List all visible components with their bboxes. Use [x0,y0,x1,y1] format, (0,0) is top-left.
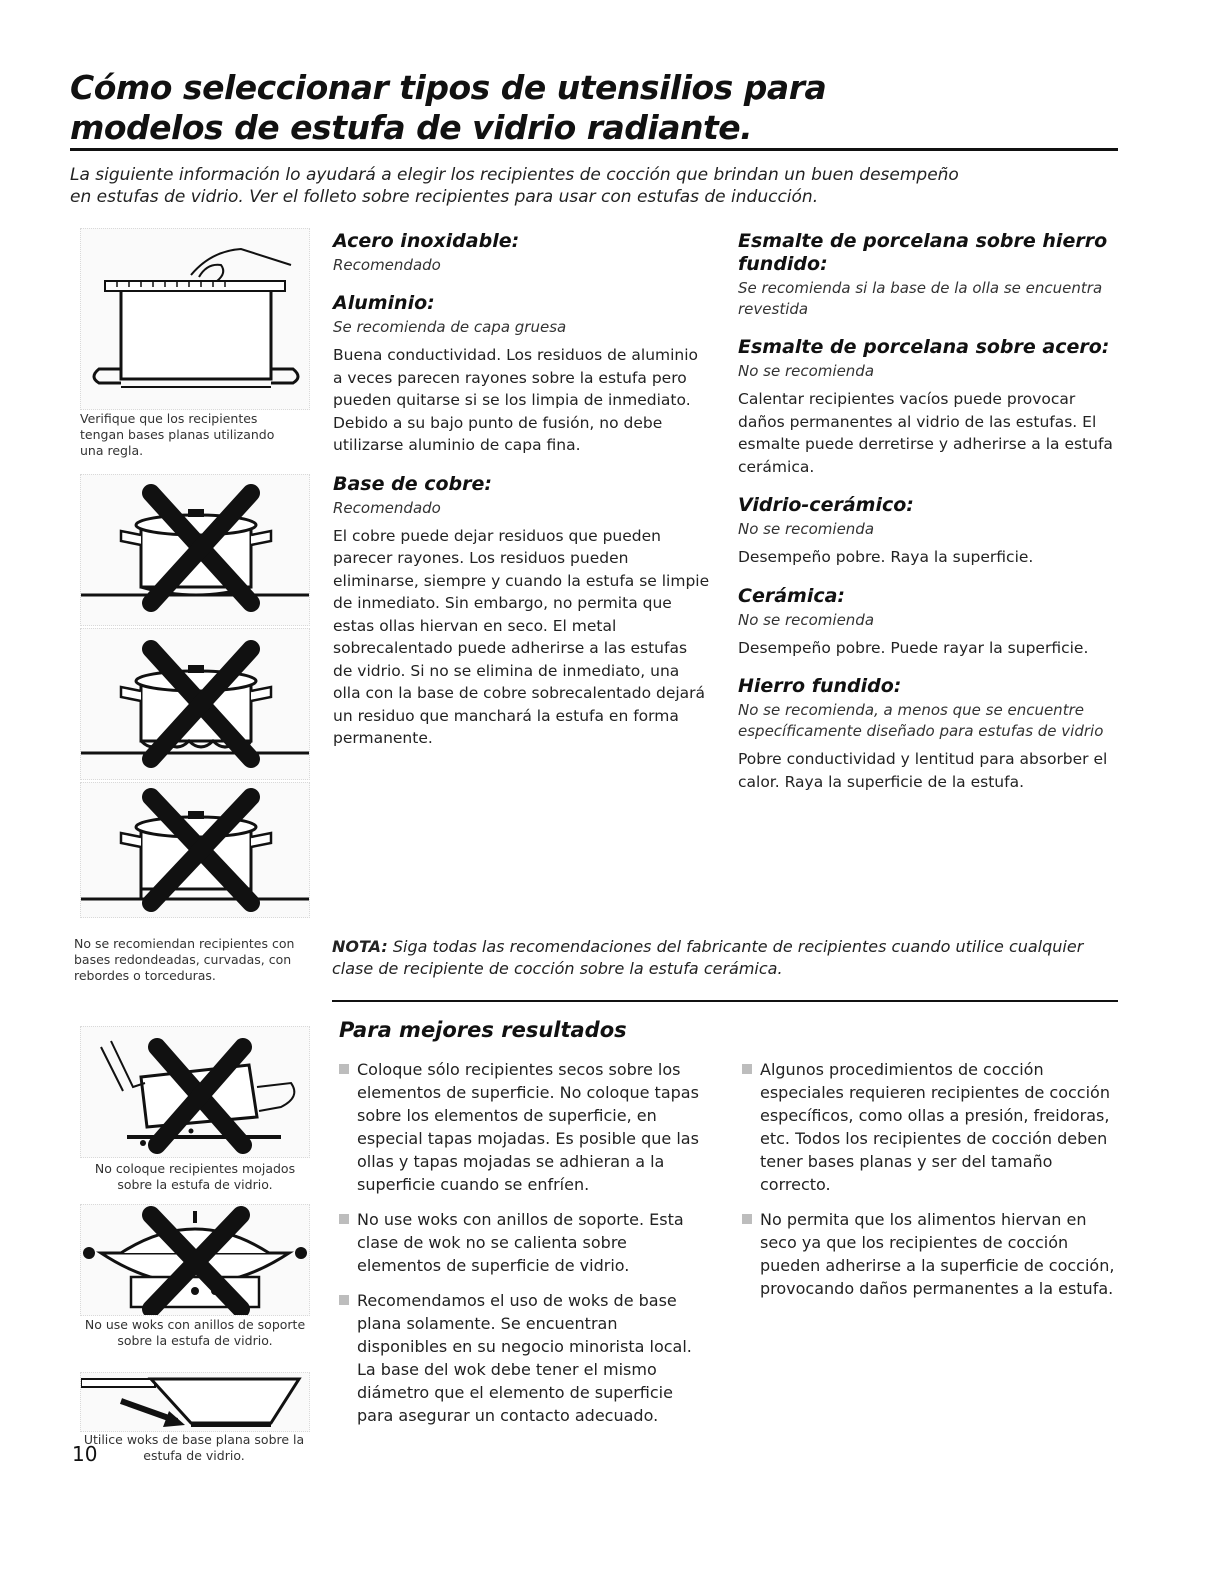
title-rule [70,148,1118,151]
enamel-iron-sub: Se recomienda si la base de la olla se encuentra revestida [738,279,1103,318]
right-column [738,230,1120,809]
glass-ceramic-sub: No se recomienda [738,520,875,538]
stainless-steel-sub: Recomendado [333,256,441,274]
page-number: 10 [72,1442,98,1466]
best-results-left-list [339,1058,711,1427]
ceramic-section [738,585,1120,660]
list-item: No permita que los alimentos hiervan en seco ya que los recipientes de cocción pueden adherirse a la superficie de cocción, provocando daños permanentes a la estufa. [742,1208,1120,1300]
glass-ceramic-section [738,494,1120,569]
best-results-right-list [742,1058,1120,1300]
note [332,936,1122,980]
note-label: NOTA: [332,937,388,956]
ruler-caption: Verifique que los recipientes tengan bases planas utilizando una regla. [80,411,275,458]
warped-pan-figure [80,628,310,780]
enamel-steel-sub: No se recomienda [738,362,875,380]
intro-line-1: La siguiente información lo ayudará a elegir los recipientes de cocción que brindan un buen desempeño [70,165,959,185]
wet-pan-caption: No coloque recipientes mojados sobre la estufa de vidrio. [94,1161,296,1192]
cast-iron-title: Hierro fundido: [738,675,902,697]
flat-wok-caption: Utilice woks de base plana sobre la estufa de vidrio. [83,1432,305,1463]
aluminum-section [333,292,711,457]
aluminum-title: Aluminio: [333,292,435,314]
cast-iron-body: Pobre conductividad y lentitud para absorber el calor. Raya la superficie de la estufa. [738,750,1108,791]
enamel-steel-section [738,336,1120,478]
section-rule [332,1000,1118,1002]
enamel-iron-title: Esmalte de porcelana sobre hierro fundido: [738,230,1108,275]
note-text: Siga todas las recomendaciones del fabricante de recipientes cuando utilice cualquier clase de recipiente de cocción sobre la estufa cerámica. [332,937,1084,978]
ceramic-title: Cerámica: [738,584,846,607]
stainless-steel-title: Acero inoxidable: [333,230,520,252]
copper-title: Base de cobre: [333,472,492,495]
stainless-steel-section [333,230,711,276]
list-item: Coloque sólo recipientes secos sobre los elementos de superficie. No coloque tapas sobre los elementos de superficie, en especial tapas mojadas. Es posible que las ollas y tapas mojadas se adhieran a la superficie cuando se enfríen. [339,1058,711,1196]
ceramic-sub: No se recomienda [738,610,875,629]
page-title-line-2: modelos de estufa de vidrio radiante. [70,108,753,147]
bullet-icon [742,1064,752,1074]
glass-ceramic-body: Desempeño pobre. Raya la superficie. [738,548,1034,566]
page-title [70,68,1130,148]
best-results-title: Para mejores resultados [339,1018,627,1042]
flat-wok-illustration [81,1373,309,1431]
cast-iron-section [738,675,1120,793]
bullet-icon [339,1214,349,1224]
middle-column [333,230,711,766]
list-item: No use woks con anillos de soporte. Esta clase de wok no se calienta sobre elementos de superficie de vidrio. [339,1208,711,1277]
ridged-pan-figure [80,782,310,918]
flat-wok-figure [80,1372,310,1432]
bullet-icon [742,1214,752,1224]
list-item: Recomendamos el uso de woks de base plana solamente. Se encuentran disponibles en su negocio minorista local. La base del wok debe tener el mismo diámetro que el elemento de superficie para asegurar un contacto adecuado. [339,1289,711,1427]
ruler-pan-illustration [81,229,309,409]
rounded-pan-figure [80,474,310,626]
warped-pan-illustration [81,629,309,779]
page-title-line-1: Cómo seleccionar tipos de utensilios para [70,68,827,107]
copper-body: El cobre puede dejar residuos que pueden parecer rayones. Los residuos pueden eliminarse, siempre y cuando la estufa se limpie de inmediato. Sin embargo, no permita que estas ollas hiervan en seco. El metal sobrecalentado puede adherirse a las estufas de vidrio. Si no se elimina de inmediato, una olla con la base de cobre sobrecalentado dejará un residuo que manchará la estufa en forma permanente. [333,526,710,747]
enamel-steel-body: Calentar recipientes vacíos puede provocar daños permanentes al vidrio de las estufas. El esmalte puede derretirse y adherirse a la estufa cerámica. [738,390,1113,476]
best-results-right [742,1058,1120,1312]
copper-sub: Recomendado [333,498,441,517]
ceramic-body: Desempeño pobre. Puede rayar la superficie. [738,638,1089,657]
wok-ring-figure [80,1204,310,1348]
wet-pan-figure [80,1026,310,1192]
rounded-pan-illustration [81,475,309,625]
bullet-icon [339,1295,349,1305]
best-results-left [339,1058,711,1439]
ridged-pan-illustration [81,783,309,917]
enamel-steel-title: Esmalte de porcelana sobre acero: [738,336,1110,358]
ruler-figure [80,228,310,410]
intro-line-2: en estufas de vidrio. Ver el folleto sobre recipientes para usar con estufas de inducción. [70,187,819,207]
intro-text [70,164,1120,208]
copper-section [333,473,711,750]
aluminum-body: Buena conductividad. Los residuos de aluminio a veces parecen rayones sobre la estufa pero pueden quitarse si se los limpia de inmediato. Debido a su bajo punto de fusión, no debe utilizarse aluminio de capa fina. [333,346,699,454]
bad-pans-caption: No se recomiendan recipientes con bases redondeadas, curvadas, con rebordes o torceduras. [74,936,295,983]
list-item: Algunos procedimientos de cocción especiales requieren recipientes de cocción específicos, como ollas a presión, freidoras, etc. Todos los recipientes de cocción deben tener bases planas y ser del tamaño correcto. [742,1058,1120,1196]
aluminum-sub: Se recomienda de capa gruesa [333,318,567,336]
bullet-icon [339,1064,349,1074]
cast-iron-sub: No se recomienda, a menos que se encuentre específicamente diseñado para estufas de vidrio [738,701,1104,740]
wok-ring-caption: No use woks con anillos de soporte sobre la estufa de vidrio. [84,1317,306,1348]
wet-pan-illustration [81,1027,309,1157]
enamel-iron-section [738,230,1120,320]
glass-ceramic-title: Vidrio-cerámico: [738,494,914,516]
wok-ring-illustration [81,1205,309,1315]
